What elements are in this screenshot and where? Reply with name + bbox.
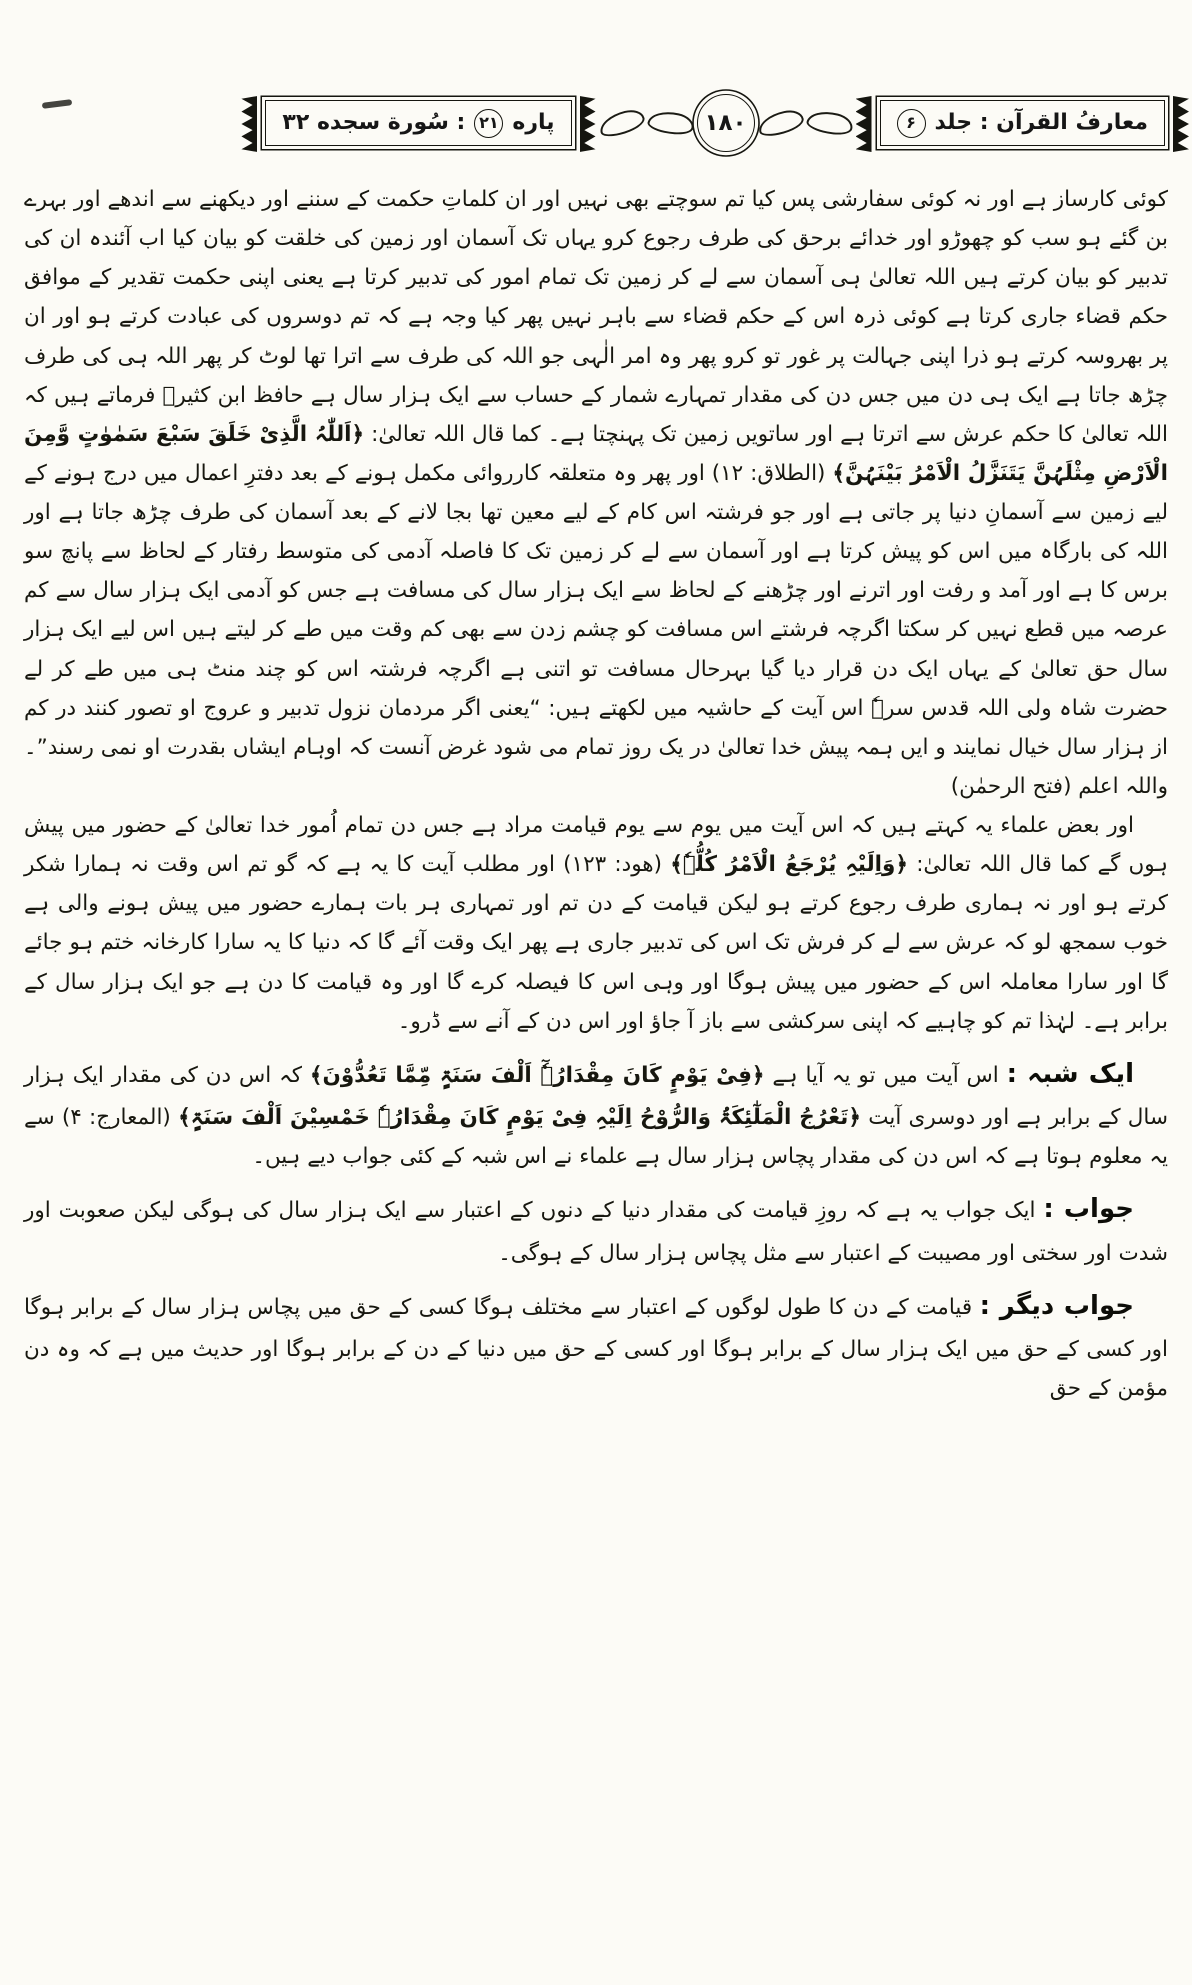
text-segment: اور بعض علماء یہ کہتے ہیں کہ اس آیت میں یوم سے یوم قیامت مراد ہے جس دن تمام اُمور خدا تعالیٰ کے حضور میں پیش ہوں گے کما قال اللہ تعالیٰ: (24, 813, 1168, 878)
quran-verse: ﴿فِیْ یَوْمٍ کَانَ مِقْدَارُہٗٓ اَلْفَ سَنَۃٍ مِّمَّا تَعُدُّوْنَ﴾ (309, 1062, 765, 1088)
text-segment: (ھود: ۱۲۳) اور مطلب آیت کا یہ ہے کہ گو تم اس وقت نہ ہمارا شکر کرتے ہو اور نہ ہماری طرف رجوع کرتے ہو لیکن قیامت کے دن تم اور تمہاری ہر بات ہمارے حضور میں پیش ہونے والی ہے خوب سمجھ لو کہ عرش سے لے کر فرش تک اس کی تدبیر جاری ہے پھر ایک وقت آئے گا کہ دنیا کا یہ سارا کارخانہ ختم ہو جائے گا اور سارا معاملہ اس کے حضور میں پیش ہوگا اور وہی اس کا فیصلہ کرے گا اور وہ قیامت کا دن ہے جو ایک ہزار سال کے برابر ہے۔ لہٰذا تم کو چاہیے کہ اپنی سرکشی سے باز آ جاؤ اور اس دن کے آنے سے ڈرو۔ (24, 852, 1168, 1034)
answer-section (24, 1186, 1168, 1272)
text-segment: کوئی کارساز ہے اور نہ کوئی سفارشی پس کیا تم سوچتے بھی نہیں اور ان کلماتِ حکمت کے سننے اور دیکھنے سے اندھے اور بہرے بن گئے ہو سب کو چھوڑو اور خدائے برحق کی طرف رجوع کرو یہاں تک آسمان اور زمین کی خلقت کو بیان کیا اب آئندہ ان کی تدبیر کو بیان کرتے ہیں اللہ تعالیٰ ہی آسمان سے لے کر زمین تک تمام امور کی تدبیر کرتا ہے یعنی اپنی حکمت تقدیر کے موافق حکم قضاء جاری کرتا ہے کوئی ذرہ اس کے حکم قضاء سے باہر نہیں پھر کیا وجہ ہے کہ تم دوسروں کی عبادت کرتے ہو اور ان پر بھروسہ کرتے ہو ذرا اپنی جہالت پر غور تو کرو پھر وہ امر الٰہی جو اللہ کی طرف سے اترا تھا لوٹ کر پھر اللہ ہی کی طرف چڑھ جاتا ہے ایک ہی دن میں جس دن کی مقدار تمہارے شمار کے حساب سے ایک ہزار سال ہے حافظ ابن کثیرؒ فرماتے ہیں کہ اللہ تعالیٰ کا حکم عرش سے اترتا ہے اور ساتویں زمین تک پہنچتا ہے۔ کما قال اللہ تعالیٰ: (24, 187, 1168, 447)
page-header (242, 94, 1192, 152)
section-heading: جواب : (1043, 1194, 1135, 1225)
text-segment: (المعارج: ۴) سے یہ معلوم ہوتا ہے کہ اس دن کی مقدار پچاس ہزار سال ہے علماء نے اس شبہ کے کئی جواب دیے ہیں۔ (24, 1105, 1168, 1170)
page-number-ornament (599, 94, 853, 152)
floral-vine-icon (646, 107, 696, 138)
text-segment: واللہ اعلم (فتح الرحمٰن) (950, 773, 1168, 799)
quran-verse: ﴿تَعْرُجُ الْمَلٰٓئِکَۃُ وَالرُّوْحُ اِلَیْہِ فِیْ یَوْمٍ کَانَ مِقْدَارُہٗ خَمْسِیْنَ اَلْفَ سَنَۃٍ﴾ (178, 1105, 861, 1131)
body-text (24, 180, 1168, 1408)
para-number-badge: ۲۱ (474, 109, 503, 138)
book-title-banner (880, 100, 1165, 146)
page-number: ۱۸۰ (704, 110, 747, 136)
text-segment: اس آیت میں تو یہ آیا ہے (764, 1062, 1007, 1088)
book-title: معارفُ القرآن : جلد (934, 110, 1148, 135)
scan-artifact (42, 99, 73, 109)
doubt-section (24, 1051, 1168, 1177)
commentary-paragraph-2 (24, 806, 1168, 1041)
text-segment: قیامت کے دن کا طول لوگوں کے اعتبار سے مختلف ہوگا کسی کے حق میں پچاس ہزار سال کے برابر ہوگا اور کسی کے حق میں ایک ہزار سال کے برابر ہوگا اور کسی کے حق میں دنیا کے دن کے برابر ہوگا اور حدیث میں ہے کہ وہ دن مؤمن کے حق (24, 1294, 1168, 1402)
floral-vine-icon (805, 107, 855, 139)
ribbon-zigzag-end-icon (1173, 96, 1189, 152)
ribbon-zigzag-end-icon (241, 96, 257, 152)
text-segment: ایک جواب یہ ہے کہ روزِ قیامت کی مقدار دنیا کے دنوں کے اعتبار سے ایک ہزار سال کی ہوگی لیکن صعوبت اور شدت اور سختی اور مصیبت کے اعتبار سے مثل پچاس ہزار سال کے ہوگی۔ (24, 1198, 1168, 1266)
para-label: پاره (512, 110, 555, 135)
persian-quote: “یعنی اگر مردمان نزول تدبیر و عروج او تصور کنند در کم از ہزار سال خیال نمایند و ایں ہمہ پیش خدا تعالیٰ در یک روز تمام می شود غرض آنست کہ اوہام ایشاں بقدرت او نمی رسند”۔ (24, 695, 1168, 760)
section-heading: ایک شبہ : (1006, 1058, 1135, 1089)
quran-verse: ﴿اَللّٰہُ الَّذِیْ خَلَقَ سَبْعَ سَمٰوٰتٍ وَّمِنَ الْاَرْضِ مِثْلَہُنَّ یَتَنَزَّلُ الْاَمْرُ بَیْنَہُنَّ﴾ (24, 421, 1169, 486)
page (0, 94, 1192, 1985)
volume-number-badge: ۶ (897, 109, 926, 138)
text-segment: کہ اس دن کی مقدار ایک ہزار سال کے برابر ہے اور دوسری آیت (24, 1062, 1168, 1131)
para-surah-banner (265, 100, 571, 146)
quran-verse: ﴿وَاِلَیْہِ یُرْجَعُ الْاَمْرُ کُلُّہٗ﴾ (670, 852, 908, 878)
ribbon-zigzag-end-icon (856, 96, 872, 152)
floral-vine-icon (756, 107, 806, 138)
floral-vine-icon (597, 107, 647, 139)
section-heading: جواب دیگر : (979, 1290, 1134, 1321)
surah-label: : سُورة سجده ۳۲ (282, 110, 466, 135)
commentary-paragraph-1 (24, 180, 1168, 806)
text-segment: (الطلاق: ۱۲) اور پھر وہ متعلقہ کارروائی مکمل ہونے کے بعد دفترِ اعمال میں درج ہونے کے لیے زمین سے آسمانِ دنیا پر جاتی ہے اور جو فرشتہ اس کام کے لیے معین تھا بجا لانے کے بعد آسمان کی طرف چڑھ جاتا ہے اور اللہ کی بارگاہ میں اس کو پیش کرتا ہے اور آسمان سے لے کر زمین تک کا فاصلہ آدمی کی متوسط رفتار کے لحاظ سے پانچ سو برس کا ہے اور آمد و رفت اور اترنے اور چڑھنے کے لحاظ سے ایک ہزار سال کی مسافت ہے جس کو آدمی ایک ہزار سال سے کم عرصہ میں قطع نہیں کر سکتا اگرچہ فرشتے اس مسافت کو چشم زدن سے بھی کم وقت میں طے کر لیتے ہیں اس لیے ایک ہزار سال حق تعالیٰ کے یہاں ایک دن قرار دیا گیا بہرحال مسافت تو اتنی ہے اگرچہ فرشتہ اس کو چند منٹ ہی میں طے کر لے حضرت شاہ ولی اللہ قدس سرہٗ اس آیت کے حاشیہ میں لکھتے ہیں: (24, 460, 1168, 721)
second-answer-section (24, 1283, 1168, 1409)
ribbon-zigzag-end-icon (580, 96, 596, 152)
page-number-medallion (697, 94, 755, 152)
